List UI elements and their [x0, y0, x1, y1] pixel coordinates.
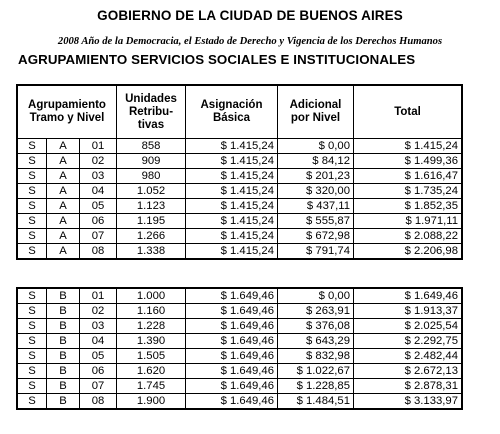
cell-agrupamiento: S: [17, 394, 47, 410]
table-row: [17, 304, 462, 319]
cell-adicional: $ 555,87: [278, 214, 354, 229]
document-subtitle: 2008 Año de la Democracia, el Estado de Derecho y Vigencia de los Derechos Humanos: [57, 36, 443, 47]
cell-asignacion: $ 1.415,24: [186, 244, 278, 260]
header-agrup-line2: Tramo y Nivel: [29, 112, 105, 124]
cell-unidades: 1.390: [117, 334, 186, 349]
header-unidades-l1: Unidades: [125, 92, 177, 105]
cell-total: $ 1.415,24: [354, 139, 463, 154]
cell-adicional: $ 201,23: [278, 169, 354, 184]
header-unidades-l2: Retribu-: [128, 105, 174, 118]
cell-asignacion: $ 1.415,24: [186, 169, 278, 184]
cell-agrupamiento: S: [17, 184, 47, 199]
cell-agrupamiento: S: [17, 244, 47, 260]
cell-unidades: 1.228: [117, 319, 186, 334]
cell-total: $ 3.133,97: [354, 394, 463, 410]
cell-adicional: $ 1.484,51: [278, 394, 354, 410]
cell-unidades: 1.052: [117, 184, 186, 199]
cell-unidades: 1.123: [117, 199, 186, 214]
document-title: GOBIERNO DE LA CIUDAD DE BUENOS AIRES: [97, 8, 403, 23]
cell-adicional: $ 832,98: [278, 349, 354, 364]
table-row: [17, 184, 462, 199]
cell-unidades: 1.338: [117, 244, 186, 260]
cell-tramo: A: [47, 244, 80, 260]
cell-adicional: $ 376,08: [278, 319, 354, 334]
cell-tramo: B: [47, 394, 80, 410]
cell-total: $ 2.206,98: [354, 244, 463, 260]
cell-asignacion: $ 1.415,24: [186, 154, 278, 169]
cell-tramo: A: [47, 139, 80, 154]
cell-agrupamiento: S: [17, 288, 47, 304]
cell-adicional: $ 263,91: [278, 304, 354, 319]
cell-agrupamiento: S: [17, 199, 47, 214]
header-total: Total: [354, 85, 463, 139]
cell-asignacion: $ 1.649,46: [186, 334, 278, 349]
cell-unidades: 1.266: [117, 229, 186, 244]
cell-tramo: B: [47, 364, 80, 379]
header-asignacion-l2: Básica: [212, 112, 251, 124]
salary-table-tramo-b: [16, 287, 463, 410]
cell-total: $ 1.971,11: [354, 214, 463, 229]
cell-adicional: $ 320,00: [278, 184, 354, 199]
cell-nivel: 06: [80, 214, 117, 229]
cell-asignacion: $ 1.415,24: [186, 214, 278, 229]
cell-tramo: B: [47, 288, 80, 304]
cell-agrupamiento: S: [17, 319, 47, 334]
header-adicional: [278, 85, 354, 139]
cell-tramo: A: [47, 214, 80, 229]
cell-total: $ 2.878,31: [354, 379, 463, 394]
table-row: [17, 349, 462, 364]
cell-nivel: 05: [80, 349, 117, 364]
cell-tramo: A: [47, 169, 80, 184]
cell-nivel: 05: [80, 199, 117, 214]
header-adicional-l1: Adicional: [289, 99, 342, 111]
cell-nivel: 01: [80, 288, 117, 304]
cell-asignacion: $ 1.415,24: [186, 229, 278, 244]
header-unidades-l3: tivas: [137, 118, 165, 131]
cell-nivel: 08: [80, 244, 117, 260]
cell-adicional: $ 84,12: [278, 154, 354, 169]
cell-nivel: 03: [80, 319, 117, 334]
table-row: [17, 364, 462, 379]
cell-nivel: 04: [80, 184, 117, 199]
cell-unidades: 1.620: [117, 364, 186, 379]
cell-asignacion: $ 1.415,24: [186, 184, 278, 199]
cell-nivel: 01: [80, 139, 117, 154]
header-agrupamiento: [17, 85, 117, 139]
table-row: [17, 288, 462, 304]
cell-total: $ 1.852,35: [354, 199, 463, 214]
header-adicional-l2: por Nivel: [290, 112, 341, 124]
table-row: [17, 379, 462, 394]
cell-agrupamiento: S: [17, 364, 47, 379]
table-row: [17, 229, 462, 244]
cell-asignacion: $ 1.649,46: [186, 304, 278, 319]
cell-nivel: 07: [80, 379, 117, 394]
section-title: AGRUPAMIENTO SERVICIOS SOCIALES E INSTITUCIONALES: [18, 52, 416, 67]
cell-agrupamiento: S: [17, 169, 47, 184]
cell-nivel: 04: [80, 334, 117, 349]
cell-agrupamiento: S: [17, 214, 47, 229]
cell-unidades: 1.160: [117, 304, 186, 319]
cell-nivel: 02: [80, 304, 117, 319]
cell-total: $ 2.025,54: [354, 319, 463, 334]
cell-unidades: 1.505: [117, 349, 186, 364]
cell-tramo: B: [47, 319, 80, 334]
table-row: [17, 334, 462, 349]
cell-unidades: 1.000: [117, 288, 186, 304]
cell-unidades: 980: [117, 169, 186, 184]
table-row: [17, 154, 462, 169]
cell-adicional: $ 672,98: [278, 229, 354, 244]
cell-total: $ 1.735,24: [354, 184, 463, 199]
cell-nivel: 07: [80, 229, 117, 244]
cell-total: $ 1.616,47: [354, 169, 463, 184]
cell-nivel: 08: [80, 394, 117, 410]
cell-adicional: $ 1.022,67: [278, 364, 354, 379]
cell-total: $ 2.672,13: [354, 364, 463, 379]
cell-agrupamiento: S: [17, 229, 47, 244]
table-header-row: [17, 85, 462, 139]
table-body-tramo-b: [17, 288, 462, 409]
header-unidades: [117, 85, 186, 139]
cell-tramo: A: [47, 199, 80, 214]
cell-asignacion: $ 1.649,46: [186, 379, 278, 394]
table-row: [17, 394, 462, 410]
cell-adicional: $ 437,11: [278, 199, 354, 214]
cell-agrupamiento: S: [17, 154, 47, 169]
cell-agrupamiento: S: [17, 379, 47, 394]
cell-unidades: 1.195: [117, 214, 186, 229]
cell-tramo: B: [47, 379, 80, 394]
cell-total: $ 2.292,75: [354, 334, 463, 349]
cell-total: $ 2.088,22: [354, 229, 463, 244]
header-agrup-line1: Agrupamiento: [28, 99, 106, 111]
cell-adicional: $ 1.228,85: [278, 379, 354, 394]
cell-tramo: A: [47, 154, 80, 169]
cell-asignacion: $ 1.415,24: [186, 139, 278, 154]
cell-agrupamiento: S: [17, 334, 47, 349]
salary-table-tramo-a: [16, 84, 463, 260]
cell-tramo: A: [47, 184, 80, 199]
cell-nivel: 02: [80, 154, 117, 169]
cell-nivel: 06: [80, 364, 117, 379]
table-row: [17, 199, 462, 214]
cell-asignacion: $ 1.415,24: [186, 199, 278, 214]
cell-unidades: 858: [117, 139, 186, 154]
cell-agrupamiento: S: [17, 139, 47, 154]
cell-nivel: 03: [80, 169, 117, 184]
cell-tramo: B: [47, 349, 80, 364]
cell-total: $ 1.649,46: [354, 288, 463, 304]
table-row: [17, 214, 462, 229]
cell-agrupamiento: S: [17, 304, 47, 319]
table-row: [17, 169, 462, 184]
table-row: [17, 244, 462, 260]
table-body-tramo-a: [17, 139, 462, 260]
cell-unidades: 1.745: [117, 379, 186, 394]
cell-asignacion: $ 1.649,46: [186, 288, 278, 304]
cell-asignacion: $ 1.649,46: [186, 319, 278, 334]
cell-asignacion: $ 1.649,46: [186, 349, 278, 364]
cell-asignacion: $ 1.649,46: [186, 364, 278, 379]
cell-adicional: $ 0,00: [278, 139, 354, 154]
header-asignacion: [186, 85, 278, 139]
cell-tramo: B: [47, 304, 80, 319]
cell-unidades: 1.900: [117, 394, 186, 410]
header-asignacion-l1: Asignación: [200, 99, 263, 111]
cell-agrupamiento: S: [17, 349, 47, 364]
cell-total: $ 1.499,36: [354, 154, 463, 169]
cell-adicional: $ 643,29: [278, 334, 354, 349]
cell-total: $ 1.913,37: [354, 304, 463, 319]
cell-unidades: 909: [117, 154, 186, 169]
table-row: [17, 139, 462, 154]
cell-asignacion: $ 1.649,46: [186, 394, 278, 410]
cell-total: $ 2.482,44: [354, 349, 463, 364]
cell-adicional: $ 0,00: [278, 288, 354, 304]
table-row: [17, 319, 462, 334]
cell-adicional: $ 791,74: [278, 244, 354, 260]
cell-tramo: A: [47, 229, 80, 244]
cell-tramo: B: [47, 334, 80, 349]
